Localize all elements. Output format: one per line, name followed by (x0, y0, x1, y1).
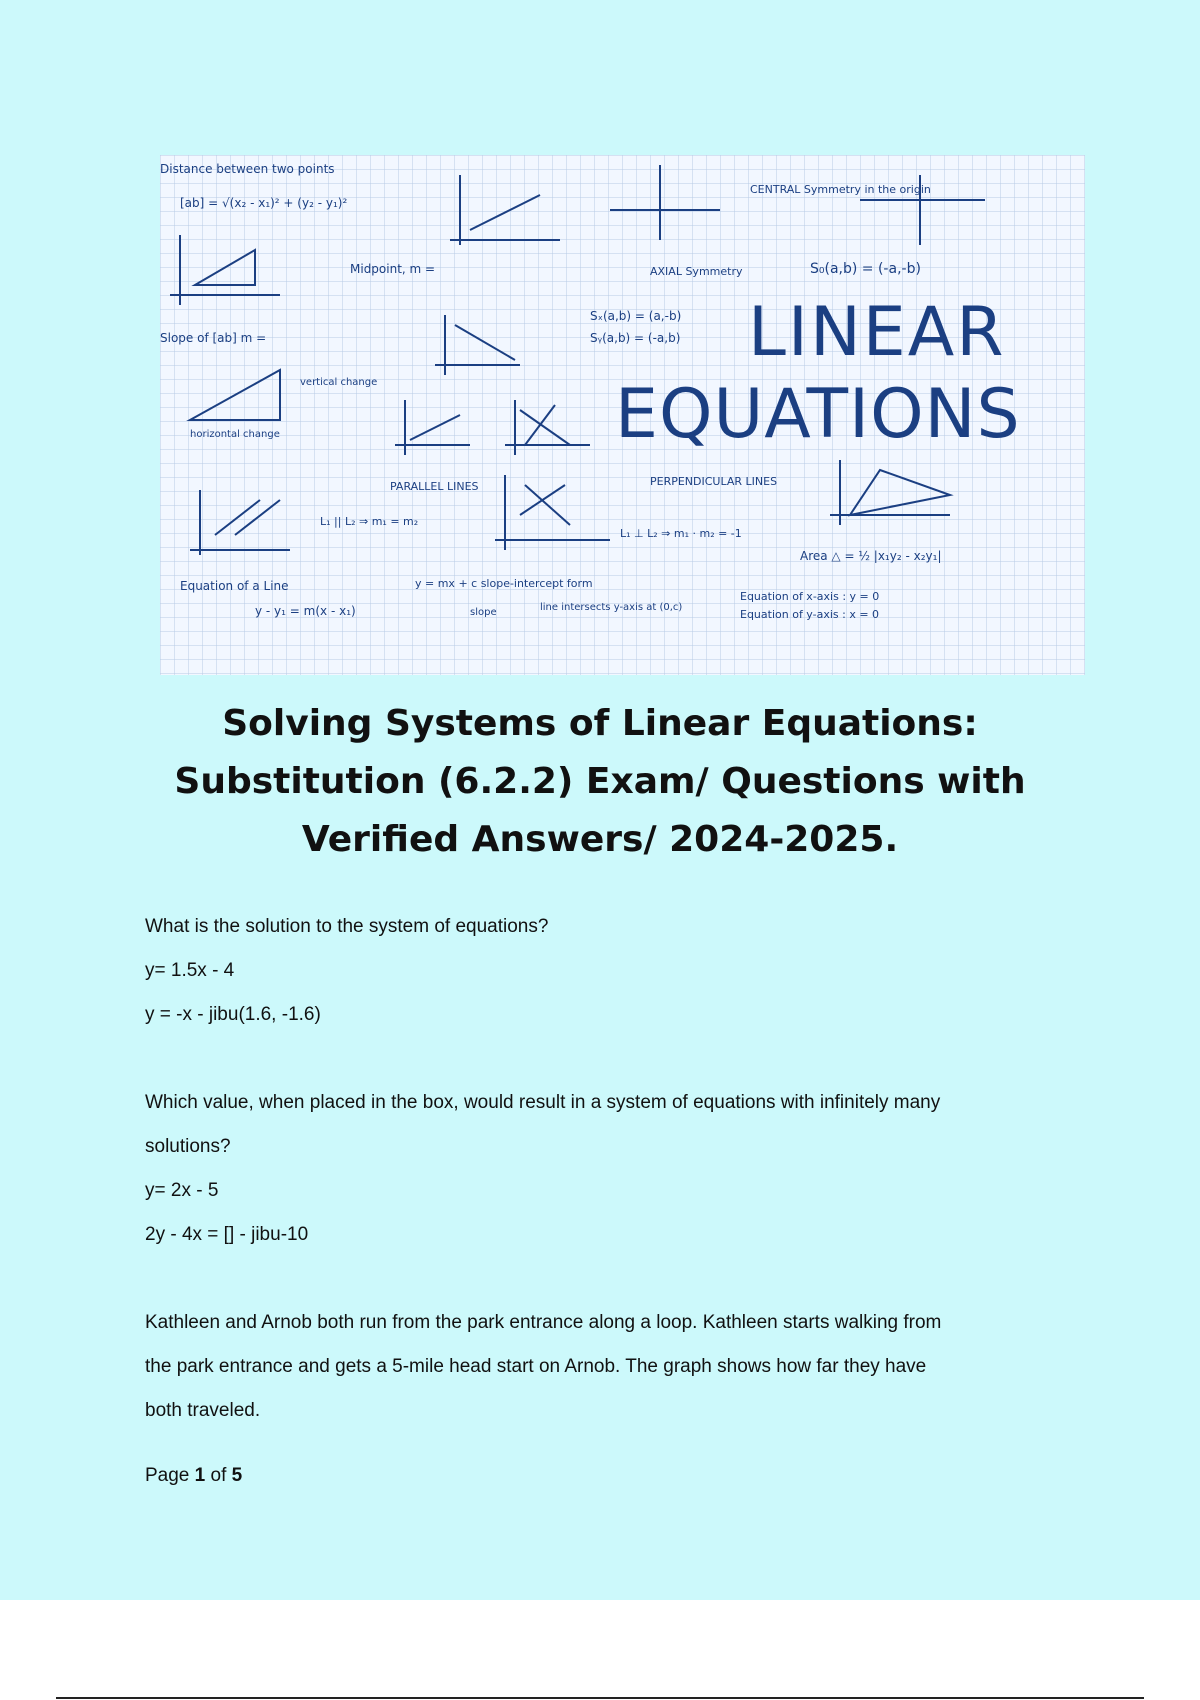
question-block (145, 905, 1095, 1037)
title-line-2: Substitution (6.2.2) Exam/ Questions with (174, 761, 1026, 802)
question-text: Which value, when placed in the box, would result in a system of equations with infinitely many (145, 1092, 941, 1113)
perpendicular-lines-rule: L₁ ⊥ L₂ ⇒ m₁ · m₂ = -1 (620, 527, 742, 540)
point-slope-formula: y - y₁ = m(x - x₁) (255, 604, 356, 618)
question-text: What is the solution to the system of equations? (145, 916, 549, 937)
total-page-number: 5 (231, 1465, 243, 1486)
area-formula: Area △ = ½ |x₁y₂ - x₂y₁| (800, 549, 942, 563)
current-page-number: 1 (194, 1465, 206, 1486)
question-text: the park entrance and gets a 5-mile head start on Arnob. The graph shows how far they have (145, 1356, 927, 1377)
title-line-3: Verified Answers/ 2024-2025. (301, 819, 899, 860)
vertical-change-label: vertical change (300, 377, 378, 388)
parallel-lines-rule: L₁ || L₂ ⇒ m₁ = m₂ (320, 515, 419, 528)
central-symmetry-formula: S₀(a,b) = (-a,-b) (810, 261, 921, 277)
perpendicular-lines-label: PERPENDICULAR LINES (650, 475, 778, 488)
page-divider (56, 1697, 1144, 1699)
y-axis-equation: Equation of y-axis : x = 0 (740, 608, 880, 621)
distance-label: Distance between two points (160, 162, 335, 176)
questions-section (145, 905, 1095, 1433)
title-line-1: Solving Systems of Linear Equations: (222, 703, 978, 744)
of-word: of (210, 1465, 227, 1486)
x-axis-equation: Equation of x-axis : y = 0 (740, 590, 880, 603)
parallel-lines-label: PARALLEL LINES (390, 480, 479, 493)
equation-line: y= 2x - 5 (145, 1180, 219, 1201)
banner-heading-linear: LINEAR (748, 293, 1006, 372)
page-footer (145, 1465, 242, 1487)
banner-heading-equations: EQUATIONS (615, 375, 1021, 454)
horizontal-change-label: horizontal change (190, 429, 280, 440)
axial-formula-y: Sᵧ(a,b) = (-a,b) (590, 331, 681, 345)
question-text: solutions? (145, 1136, 231, 1157)
axial-symmetry-label: AXIAL Symmetry (650, 265, 743, 278)
equation-line: 2y - 4x = [] - jibu-10 (145, 1224, 309, 1245)
slope-word: slope (470, 607, 497, 618)
equation-of-line-label: Equation of a Line (180, 579, 289, 593)
equation-line: y= 1.5x - 4 (145, 960, 235, 981)
question-text: both traveled. (145, 1400, 261, 1421)
question-block (145, 1301, 1095, 1433)
slope-intercept-formula: y = mx + c slope-intercept form (415, 577, 593, 590)
central-symmetry-label: CENTRAL Symmetry in the origin (750, 183, 931, 196)
linear-equations-banner-image (160, 155, 1085, 675)
midpoint-label: Midpoint, m = (350, 262, 436, 276)
question-block (145, 1081, 1095, 1257)
equation-line: y = -x - jibu(1.6, -1.6) (145, 1004, 321, 1025)
distance-formula: [ab] = √(x₂ - x₁)² + (y₂ - y₁)² (180, 196, 348, 210)
slope-label: Slope of [ab] m = (160, 331, 267, 345)
intercept-note: line intersects y-axis at (0,c) (540, 602, 683, 613)
page-word: Page (145, 1465, 190, 1486)
axial-formula-x: Sₓ(a,b) = (a,-b) (590, 309, 682, 323)
question-text: Kathleen and Arnob both run from the park entrance along a loop. Kathleen starts walking from (145, 1312, 942, 1333)
document-title (120, 695, 1080, 869)
